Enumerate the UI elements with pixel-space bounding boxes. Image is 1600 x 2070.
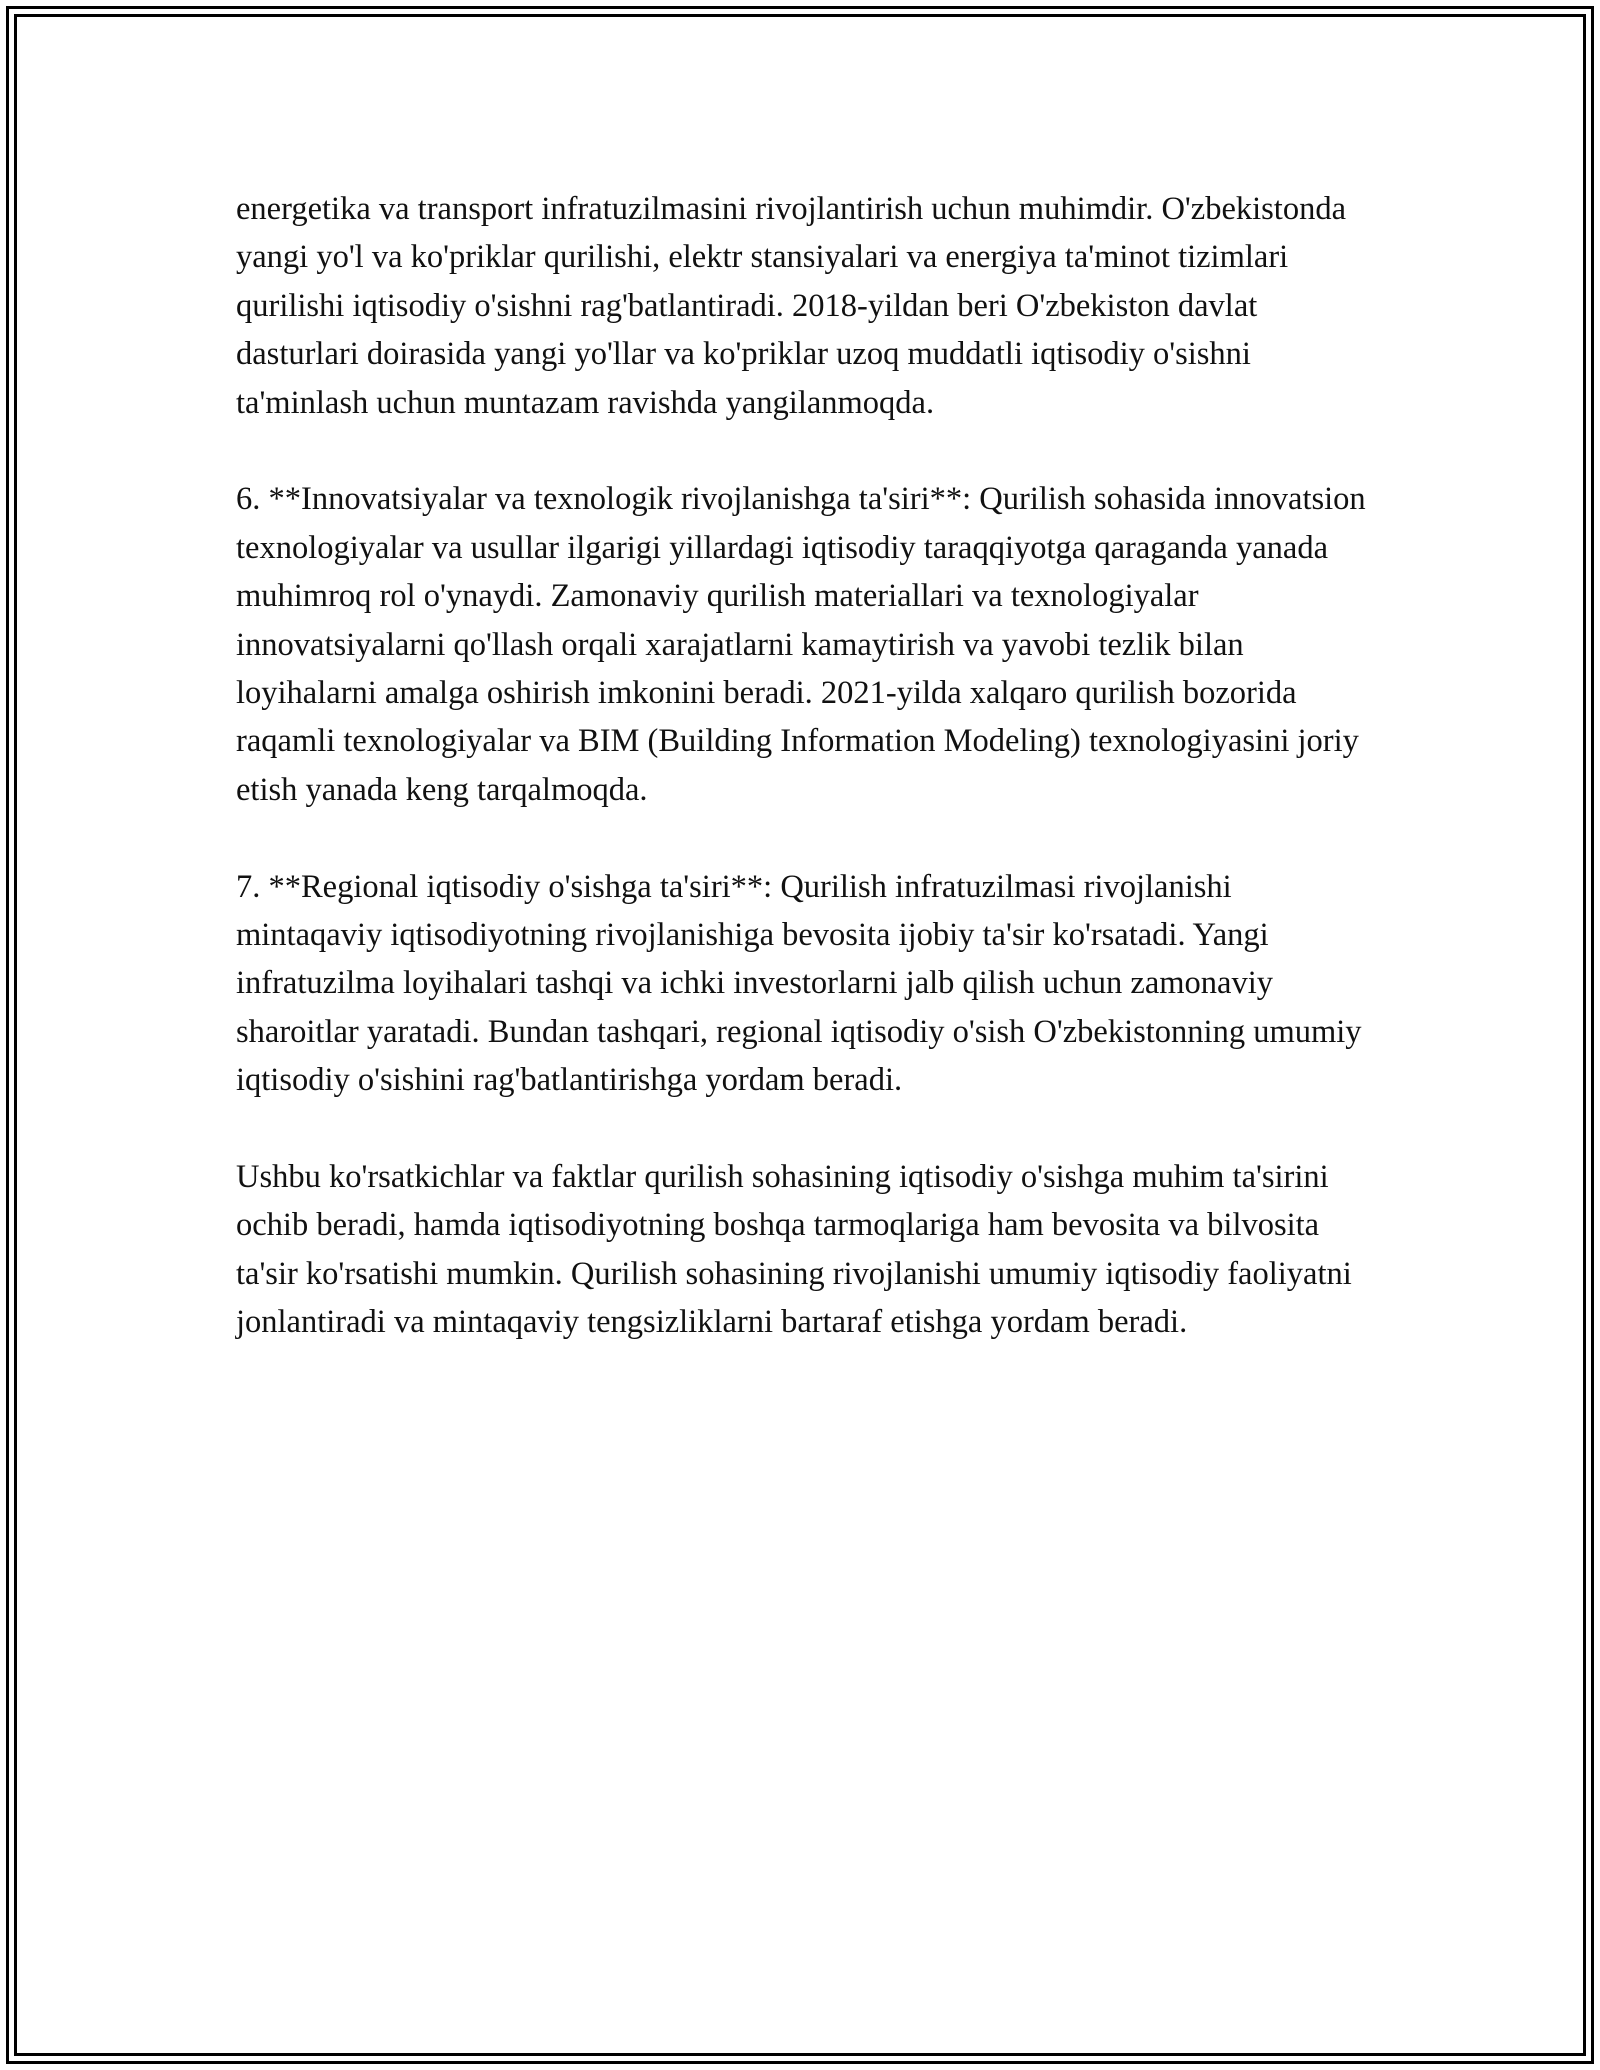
paragraph-innovation-impact: 6. **Innovatsiyalar va texnologik rivojlanishga ta'siri**: Qurilish sohasida innovatsion texnologiyalar va usullar ilgarigi yillardagi iqtisodiy taraqqiyotga qaraganda yanada muhimroq rol o'ynaydi. Zamonaviy qurilish materiallari va texnologiyalar innovatsiyalarni qo'llash orqali xarajatlarni kamaytirish va yavobi tezlik bilan loyihalarni amalga oshirish imkonini beradi. 2021-yilda xalqaro qurilish bozorida raqamli texnologiyalar va BIM (Building Information Modeling) texnologiyasini joriy etish yanada keng tarqalmoqda.	[236, 481, 1366, 808]
paragraph-regional-growth-impact: 7. **Regional iqtisodiy o'sishga ta'siri**: Qurilish infratuzilmasi rivojlanishi mintaqaviy iqtisodiyotning rivojlanishiga bevosita ijobiy ta'sir ko'rsatadi. Yangi infratuzilma loyihalari tashqi va ichki investorlarni jalb qilish uchun zamonaviy sharoitlar yaratadi. Bundan tashqari, regional iqtisodiy o'sish O'zbekistonning umumiy iqtisodiy o'sishini rag'batlantirishga yordam beradi.	[236, 868, 1362, 1099]
paragraph-conclusion: Ushbu ko'rsatkichlar va faktlar qurilish sohasining iqtisodiy o'sishga muhim ta'sirini ochib beradi, hamda iqtisodiyotning boshqa tarmoqlariga ham bevosita va bilvosita ta'sir ko'rsatishi mumkin. Qurilish sohasining rivojlanishi umumiy iqtisodiy faoliyatni jonlantiradi va mintaqaviy tengsizliklarni bartaraf etishga yordam beradi.	[236, 1159, 1352, 1341]
paragraph-infrastructure-continuation: energetika va transport infratuzilmasini rivojlantirish uchun muhimdir. O'zbekistonda yangi yo'l va ko'priklar qurilishi, elektr stansiyalari va energiya ta'minot tizimlari qurilishi iqtisodiy o'sishni rag'batlantiradi. 2018-yildan beri O'zbekiston davlat dasturlari doirasida yangi yo'llar va ko'priklar uzoq muddatli iqtisodiy o'sishni ta'minlash uchun muntazam ravishda yangilanmoqda.	[236, 191, 1346, 421]
document-body	[236, 185, 1371, 1395]
